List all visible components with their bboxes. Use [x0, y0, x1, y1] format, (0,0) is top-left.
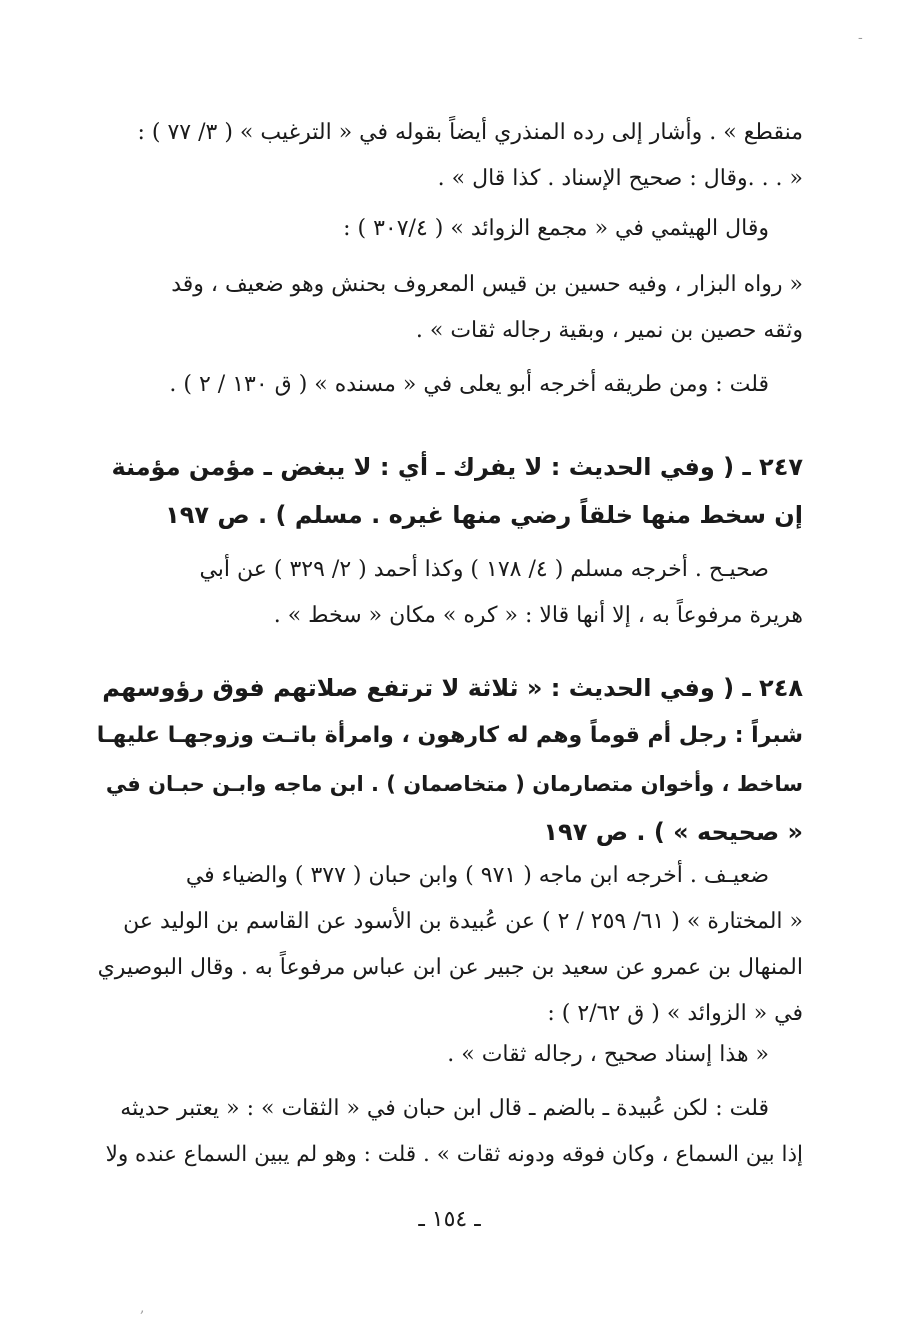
text-line: منقطع » . وأشار إلى رده المنذري أيضاً بقوله في « الترغيب » ( ٣/ ٧٧ ) : — [137, 120, 803, 145]
text-line: في « الزوائد » ( ق ٢/٦٢ ) : — [547, 1001, 803, 1026]
paragraph-mundhiri-note — [91, 110, 803, 202]
text-line: وقال الهيثمي في « مجمع الزوائد » ( ٣٠٧/٤ ) : — [343, 216, 769, 241]
text-line: إن سخط منها خلقاً رضي منها غيره . مسلم ) . ص ١٩٧ — [165, 501, 803, 529]
text-line: ضعيـف . أخرجه ابن ماجه ( ٩٧١ ) وابن حبان ( ٣٧٧ ) والضياء في — [185, 863, 769, 888]
text-line: « المختارة » ( ٦١/ ٢٥٩ / ٢ ) عن عُبيدة بن الأسود عن القاسم بن الوليد عن — [123, 909, 803, 934]
text-line: شبراً : رجل أم قوماً وهم له كارهون ، وامرأة باتـت وزوجهـا عليهـا — [96, 723, 803, 748]
paragraph-248-takhrij — [91, 853, 803, 1037]
paragraph-busiri-quote — [91, 1032, 803, 1078]
text-line: « هذا إسناد صحيح ، رجاله ثقات » . — [447, 1042, 769, 1067]
text-line: « صحيحه » ) . ص ١٩٧ — [543, 818, 803, 846]
text-line: وثقه حصين بن نمير ، وبقية رجاله ثقات » . — [415, 318, 803, 343]
text-line: « رواه البزار ، وفيه حسين بن قيس المعروف بحنش وهو ضعيف ، وقد — [171, 272, 803, 297]
hadith-247-heading — [91, 443, 803, 539]
text-line: ٢٤٧ ـ ( وفي الحديث : لا يفرك ـ أي : لا يبغض ـ مؤمن مؤمنة — [111, 453, 803, 481]
text-line: قلت : ومن طريقه أخرجه أبو يعلى في « مسنده » ( ق ١٣٠ / ٢ ) . — [169, 372, 769, 397]
text-line: إذا بين السماع ، وكان فوقه ودونه ثقات » . قلت : وهو لم يبين السماع عنده ولا — [105, 1142, 803, 1167]
scan-mark: - — [858, 30, 863, 46]
paragraph-abu-yala — [91, 362, 803, 408]
scan-mark: , — [140, 1300, 145, 1316]
paragraph-247-takhrij — [91, 547, 803, 639]
text-line: ٢٤٨ ـ ( وفي الحديث : « ثلاثة لا ترتفع صلاتهم فوق رؤوسهم — [102, 674, 803, 702]
text-line: قلت : لكن عُبيدة ـ بالضم ـ قال ابن حبان في « الثقات » : « يعتبر حديثه — [120, 1096, 769, 1121]
hadith-248-heading — [91, 664, 803, 856]
paragraph-haythami-intro — [91, 206, 803, 252]
text-line: ساخط ، وأخوان متصارمان ( متخاصمان ) . ابن ماجه وابـن حبـان في — [105, 772, 803, 796]
paragraph-haythami-quote — [91, 262, 803, 354]
page-number: ـ ١٥٤ ـ — [418, 1207, 481, 1232]
text-line: هريرة مرفوعاً به ، إلا أنها قالا : « كره » مكان « سخط » . — [273, 603, 803, 628]
text-line: المنهال بن عمرو عن سعيد بن جبير عن ابن عباس مرفوعاً به . وقال البوصيري — [97, 955, 803, 980]
paragraph-ubayda-note — [91, 1086, 803, 1178]
text-line: صحيـح . أخرجه مسلم ( ٤/ ١٧٨ ) وكذا أحمد ( ٢/ ٣٢٩ ) عن أبي — [199, 557, 769, 582]
text-line: « . . .وقال : صحيح الإسناد . كذا قال » . — [437, 166, 803, 191]
